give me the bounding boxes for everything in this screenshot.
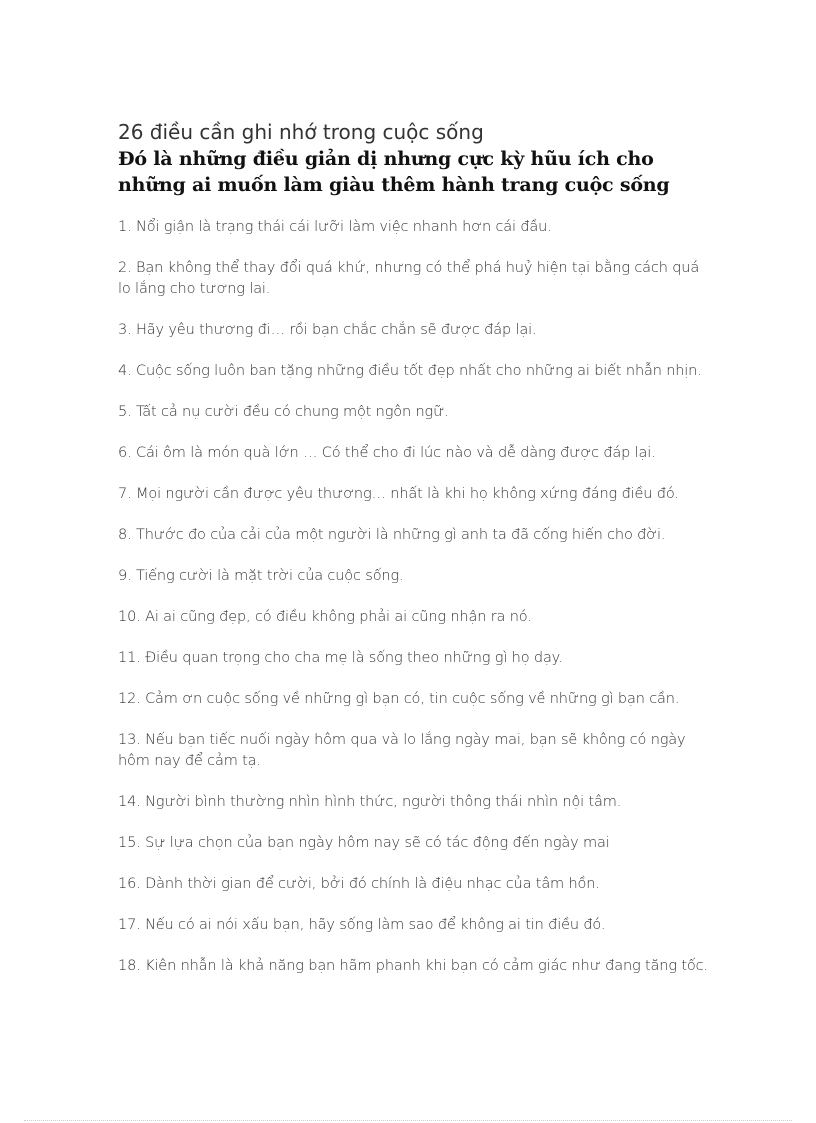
page-bottom-divider	[24, 1120, 792, 1121]
advice-list	[118, 217, 708, 977]
list-item: 10. Ai ai cũng đẹp, có điều không phải ai cũng nhận ra nó.	[118, 609, 532, 625]
list-item: 4. Cuộc sống luôn ban tặng những điều tốt đẹp nhất cho những ai biết nhẫn nhịn.	[118, 363, 702, 379]
list-item: 8. Thước đo của cải của một người là những gì anh ta đã cống hiến cho đời.	[118, 527, 666, 543]
list-item: 12. Cảm ơn cuộc sống về những gì bạn có, tin cuộc sống về những gì bạn cần.	[118, 691, 680, 707]
document-title: 26 điều cần ghi nhớ trong cuộc sống	[118, 120, 484, 144]
list-item: 5. Tất cả nụ cười đều có chung một ngôn ngữ.	[118, 404, 449, 420]
list-item: 14. Người bình thường nhìn hình thức, người thông thái nhìn nội tâm.	[118, 794, 622, 810]
list-item: 15. Sự lựa chọn của bạn ngày hôm nay sẽ có tác động đến ngày mai	[118, 835, 610, 851]
list-item: 1. Nổi giận là trạng thái cái lưỡi làm việc nhanh hơn cái đầu.	[118, 219, 552, 235]
list-item: 16. Dành thời gian để cười, bởi đó chính là điệu nhạc của tâm hồn.	[118, 876, 600, 892]
list-item: 2. Bạn không thể thay đổi quá khứ, nhưng có thể phá huỷ hiện tại bằng cách quá lo lắng cho tương lai.	[118, 260, 700, 297]
list-item: 18. Kiên nhẫn là khả năng bạn hãm phanh khi bạn có cảm giác như đang tăng tốc.	[118, 958, 708, 974]
list-item: 7. Mọi người cần được yêu thương… nhất là khi họ không xứng đáng điều đó.	[118, 486, 679, 502]
list-item: 9. Tiếng cười là mặt trời của cuộc sống.	[118, 568, 404, 584]
document-content	[118, 118, 708, 997]
list-item: 17. Nếu có ai nói xấu bạn, hãy sống làm sao để không ai tin điều đó.	[118, 917, 606, 933]
list-item: 13. Nếu bạn tiếc nuối ngày hôm qua và lo lắng ngày mai, bạn sẽ không có ngày hôm nay để cảm tạ.	[118, 732, 686, 769]
list-item: 3. Hãy yêu thương đi… rồi bạn chắc chắn sẽ được đáp lại.	[118, 322, 537, 338]
list-item: 6. Cái ôm là món quà lớn … Có thể cho đi lúc nào và dễ dàng được đáp lại.	[118, 445, 656, 461]
list-item: 11. Điều quan trọng cho cha mẹ là sống theo những gì họ dạy.	[118, 650, 563, 666]
document-subtitle: Đó là những điều giản dị nhưng cực kỳ hũu ích cho những ai muốn làm giàu thêm hành trang cuộc sống	[118, 148, 670, 196]
